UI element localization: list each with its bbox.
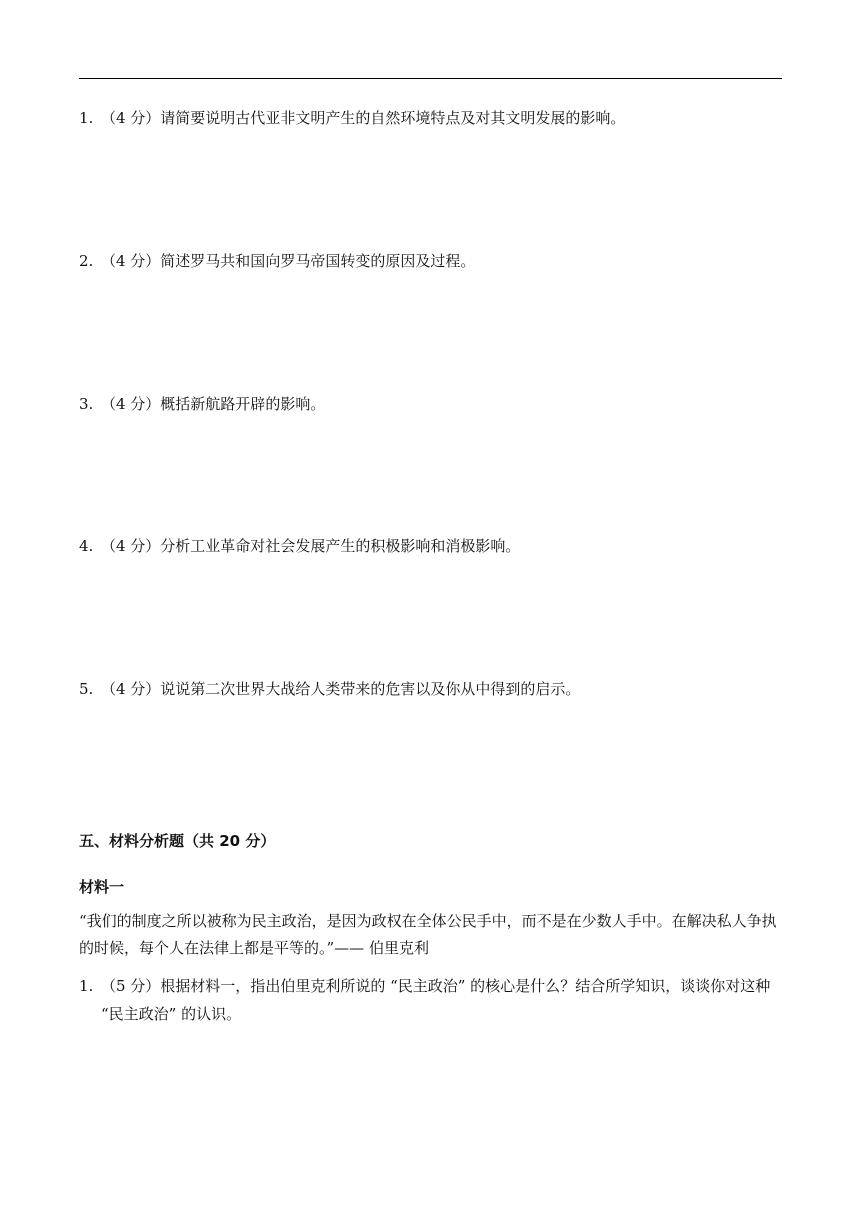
question-number: 1. xyxy=(79,977,94,995)
question-number: 1. xyxy=(79,109,94,127)
material-text: “我们的制度之所以被称为民主政治，是因为政权在全体公民手中，而不是在少数人手中。在解决私人争执的时候，每个人在法律上都是平等的。”—— 伯里克利 xyxy=(79,912,777,957)
material-label: 材料一 xyxy=(79,878,125,896)
question-text: （4 分）概括新航路开辟的影响。 xyxy=(101,395,326,413)
question-item xyxy=(79,107,784,129)
question-text: （4 分）简述罗马共和国向罗马帝国转变的原因及过程。 xyxy=(101,252,476,270)
question-text: （4 分）请简要说明古代亚非文明产生的自然环境特点及对其文明发展的影响。 xyxy=(101,109,626,127)
question-item xyxy=(79,250,784,272)
question-text: （4 分）说说第二次世界大战给人类带来的危害以及你从中得到的启示。 xyxy=(101,680,581,698)
question-text: （5 分）根据材料一，指出伯里克利所说的 “民主政治” 的核心是什么？结合所学知识，谈谈你对这种 “民主政治” 的认识。 xyxy=(101,977,771,1023)
question-item xyxy=(79,678,784,700)
question-number: 3. xyxy=(79,395,94,413)
question-number: 5. xyxy=(79,680,94,698)
question-number: 2. xyxy=(79,252,94,270)
question-number: 4. xyxy=(79,537,94,555)
question-text: （4 分）分析工业革命对社会发展产生的积极影响和消极影响。 xyxy=(101,537,521,555)
material-question xyxy=(79,972,784,1028)
header-rule xyxy=(79,78,782,79)
section-title: 五、材料分析题（共 20 分） xyxy=(79,832,276,850)
question-item xyxy=(79,393,784,415)
question-item xyxy=(79,535,784,557)
